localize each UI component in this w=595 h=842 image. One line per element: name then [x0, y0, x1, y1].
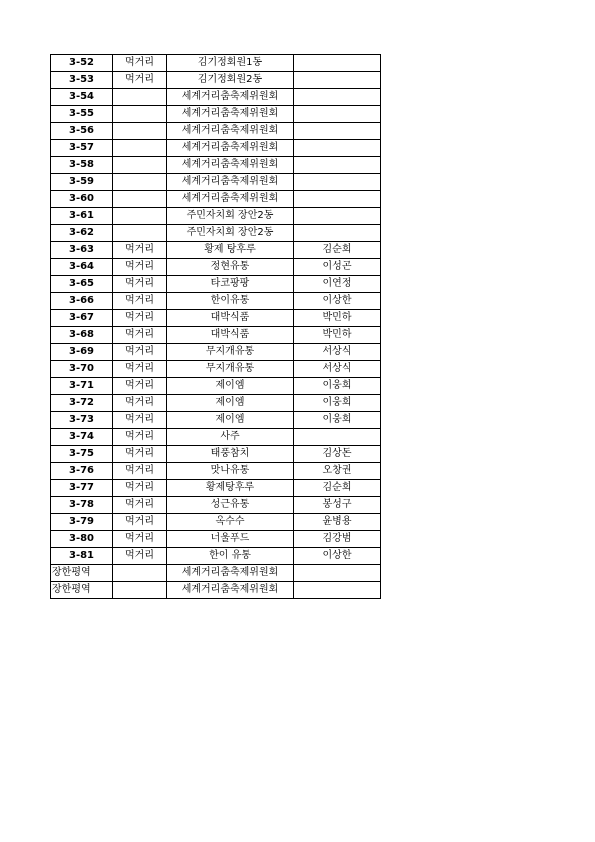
category-cell: [113, 565, 167, 582]
category-cell: 먹거리: [113, 446, 167, 463]
category-cell: [113, 123, 167, 140]
booth-number-cell: 3-76: [51, 463, 113, 480]
shop-name-cell: 대박식품: [167, 327, 294, 344]
category-cell: 먹거리: [113, 531, 167, 548]
table-row: [51, 208, 381, 225]
table-row: [51, 395, 381, 412]
shop-name-cell: 김기정회원1동: [167, 55, 294, 72]
owner-name-cell: 봉성구: [294, 497, 381, 514]
booth-number-cell: 3-62: [51, 225, 113, 242]
owner-name-cell: 이상한: [294, 293, 381, 310]
shop-name-cell: 너울푸드: [167, 531, 294, 548]
owner-name-cell: [294, 174, 381, 191]
owner-name-cell: 이성곤: [294, 259, 381, 276]
shop-name-cell: 제이엠: [167, 378, 294, 395]
booth-number-cell: 3-67: [51, 310, 113, 327]
booth-number-cell: 3-69: [51, 344, 113, 361]
shop-name-cell: 주민자치회 장안2동: [167, 208, 294, 225]
owner-name-cell: [294, 582, 381, 599]
owner-name-cell: 이연정: [294, 276, 381, 293]
shop-name-cell: 황제 탕후루: [167, 242, 294, 259]
shop-name-cell: 세계거리춤축제위원회: [167, 582, 294, 599]
booth-number-cell: 3-81: [51, 548, 113, 565]
owner-name-cell: [294, 55, 381, 72]
booth-table: [50, 54, 381, 599]
table-row: [51, 463, 381, 480]
booth-number-cell: 3-64: [51, 259, 113, 276]
owner-name-cell: 박민하: [294, 327, 381, 344]
owner-name-cell: 서상식: [294, 344, 381, 361]
shop-name-cell: 한이유통: [167, 293, 294, 310]
category-cell: 먹거리: [113, 548, 167, 565]
table-row: [51, 531, 381, 548]
shop-name-cell: 한이 유통: [167, 548, 294, 565]
booth-number-cell: 3-75: [51, 446, 113, 463]
shop-name-cell: 세계거리춤축제위원회: [167, 89, 294, 106]
shop-name-cell: 무지개유통: [167, 344, 294, 361]
owner-name-cell: [294, 106, 381, 123]
table-row: [51, 174, 381, 191]
booth-number-cell: 장한평역: [51, 565, 113, 582]
owner-name-cell: 윤병용: [294, 514, 381, 531]
shop-name-cell: 맛나유통: [167, 463, 294, 480]
booth-number-cell: 3-66: [51, 293, 113, 310]
shop-name-cell: 세계거리춤축제위원회: [167, 140, 294, 157]
category-cell: 먹거리: [113, 361, 167, 378]
booth-number-cell: 3-61: [51, 208, 113, 225]
owner-name-cell: 오창권: [294, 463, 381, 480]
table-row: [51, 225, 381, 242]
table-row: [51, 429, 381, 446]
shop-name-cell: 무지개유통: [167, 361, 294, 378]
owner-name-cell: [294, 208, 381, 225]
category-cell: 먹거리: [113, 395, 167, 412]
category-cell: [113, 157, 167, 174]
table-row: [51, 106, 381, 123]
booth-number-cell: 3-55: [51, 106, 113, 123]
table-row: [51, 123, 381, 140]
owner-name-cell: 박민하: [294, 310, 381, 327]
table-row: [51, 310, 381, 327]
table-row: [51, 548, 381, 565]
category-cell: 먹거리: [113, 497, 167, 514]
owner-name-cell: 김순희: [294, 242, 381, 259]
owner-name-cell: 이웅희: [294, 412, 381, 429]
shop-name-cell: 성근유통: [167, 497, 294, 514]
table-row: [51, 55, 381, 72]
table-row: [51, 344, 381, 361]
shop-name-cell: 김기정회원2동: [167, 72, 294, 89]
shop-name-cell: 황제탕후루: [167, 480, 294, 497]
booth-number-cell: 3-56: [51, 123, 113, 140]
category-cell: [113, 89, 167, 106]
category-cell: 먹거리: [113, 55, 167, 72]
shop-name-cell: 세계거리춤축제위원회: [167, 157, 294, 174]
owner-name-cell: 이웅희: [294, 395, 381, 412]
table-row: [51, 276, 381, 293]
booth-number-cell: 3-77: [51, 480, 113, 497]
category-cell: 먹거리: [113, 327, 167, 344]
shop-name-cell: 제이엠: [167, 412, 294, 429]
booth-number-cell: 3-53: [51, 72, 113, 89]
table-row: [51, 361, 381, 378]
shop-name-cell: 주민자치회 장안2동: [167, 225, 294, 242]
booth-number-cell: 3-78: [51, 497, 113, 514]
table-row: [51, 242, 381, 259]
category-cell: 먹거리: [113, 463, 167, 480]
category-cell: 먹거리: [113, 293, 167, 310]
booth-number-cell: 3-70: [51, 361, 113, 378]
category-cell: 먹거리: [113, 242, 167, 259]
table-row: [51, 480, 381, 497]
category-cell: 먹거리: [113, 412, 167, 429]
booth-number-cell: 3-58: [51, 157, 113, 174]
table-row: [51, 514, 381, 531]
category-cell: 먹거리: [113, 259, 167, 276]
table-row: [51, 327, 381, 344]
shop-name-cell: 세계거리춤축제위원회: [167, 174, 294, 191]
table-row: [51, 140, 381, 157]
shop-name-cell: 제이엠: [167, 395, 294, 412]
owner-name-cell: [294, 191, 381, 208]
shop-name-cell: 세계거리춤축제위원회: [167, 191, 294, 208]
booth-number-cell: 3-63: [51, 242, 113, 259]
table-row: [51, 293, 381, 310]
shop-name-cell: 정현유통: [167, 259, 294, 276]
shop-name-cell: 옥수수: [167, 514, 294, 531]
category-cell: 먹거리: [113, 378, 167, 395]
shop-name-cell: 세계거리춤축제위원회: [167, 106, 294, 123]
category-cell: [113, 140, 167, 157]
owner-name-cell: [294, 225, 381, 242]
booth-number-cell: 장한평역: [51, 582, 113, 599]
booth-number-cell: 3-60: [51, 191, 113, 208]
shop-name-cell: 사주: [167, 429, 294, 446]
category-cell: [113, 225, 167, 242]
shop-name-cell: 대박식품: [167, 310, 294, 327]
table-row: [51, 89, 381, 106]
owner-name-cell: 김순희: [294, 480, 381, 497]
table-row: [51, 259, 381, 276]
category-cell: 먹거리: [113, 276, 167, 293]
shop-name-cell: 태풍참치: [167, 446, 294, 463]
booth-number-cell: 3-73: [51, 412, 113, 429]
category-cell: 먹거리: [113, 480, 167, 497]
category-cell: [113, 106, 167, 123]
table-row: [51, 565, 381, 582]
category-cell: 먹거리: [113, 310, 167, 327]
owner-name-cell: 김상돈: [294, 446, 381, 463]
table-row: [51, 412, 381, 429]
category-cell: [113, 582, 167, 599]
owner-name-cell: [294, 565, 381, 582]
table-row: [51, 191, 381, 208]
shop-name-cell: 세계거리춤축제위원회: [167, 123, 294, 140]
booth-table-body: [51, 55, 381, 599]
owner-name-cell: [294, 72, 381, 89]
booth-number-cell: 3-54: [51, 89, 113, 106]
booth-number-cell: 3-79: [51, 514, 113, 531]
table-row: [51, 378, 381, 395]
booth-number-cell: 3-71: [51, 378, 113, 395]
owner-name-cell: [294, 89, 381, 106]
category-cell: [113, 174, 167, 191]
table-row: [51, 497, 381, 514]
category-cell: 먹거리: [113, 514, 167, 531]
owner-name-cell: 김강범: [294, 531, 381, 548]
category-cell: 먹거리: [113, 429, 167, 446]
table-row: [51, 72, 381, 89]
owner-name-cell: [294, 123, 381, 140]
table-row: [51, 446, 381, 463]
booth-number-cell: 3-65: [51, 276, 113, 293]
shop-name-cell: 세계거리춤축제위원회: [167, 565, 294, 582]
booth-number-cell: 3-72: [51, 395, 113, 412]
booth-number-cell: 3-74: [51, 429, 113, 446]
owner-name-cell: [294, 140, 381, 157]
category-cell: [113, 208, 167, 225]
table-row: [51, 582, 381, 599]
category-cell: 먹거리: [113, 72, 167, 89]
category-cell: [113, 191, 167, 208]
category-cell: 먹거리: [113, 344, 167, 361]
booth-number-cell: 3-80: [51, 531, 113, 548]
table-row: [51, 157, 381, 174]
owner-name-cell: 서상식: [294, 361, 381, 378]
shop-name-cell: 타코팡팡: [167, 276, 294, 293]
owner-name-cell: 이웅희: [294, 378, 381, 395]
owner-name-cell: 이상한: [294, 548, 381, 565]
booth-number-cell: 3-52: [51, 55, 113, 72]
booth-number-cell: 3-68: [51, 327, 113, 344]
booth-number-cell: 3-59: [51, 174, 113, 191]
owner-name-cell: [294, 157, 381, 174]
owner-name-cell: [294, 429, 381, 446]
booth-number-cell: 3-57: [51, 140, 113, 157]
